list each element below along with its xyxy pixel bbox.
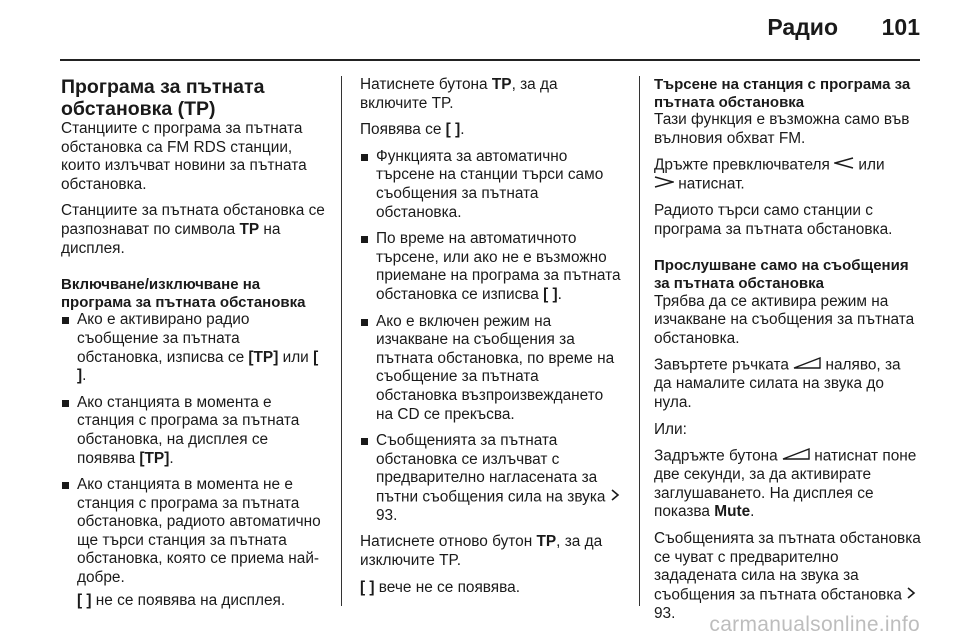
subsection-heading: Прослушване само на съобщения за пътната обстановка: [654, 257, 909, 293]
column-2: [360, 76, 624, 605]
bullet-icon: [62, 317, 69, 324]
page-reference-icon: [610, 488, 620, 507]
column-divider: [341, 76, 342, 606]
bullet-list: [61, 311, 327, 587]
volume-knob-icon: [782, 447, 810, 466]
page-title: Радио: [767, 14, 838, 40]
paragraph: Тази функция е възможна само във вълновия обхват FM.: [654, 111, 910, 147]
paragraph: Трябва да се активира режим на изчакване на съобщения за пътната обстановка.: [654, 292, 915, 347]
list-item: По време на автоматичното търсене, или ако не е възможно приемане на програма за пътната обстановка се изписва [ ].: [360, 230, 624, 304]
paragraph: Дръжте превключвателя или натиснат.: [654, 156, 885, 193]
bullet-icon: [361, 319, 368, 326]
paragraph: Задръжте бутона натиснат поне две секунди, за да активирате заглушаването. На дисплея се показва Mute.: [654, 447, 917, 521]
paragraph: [ ] не се появява на дисплея.: [77, 591, 286, 609]
bullet-icon: [361, 154, 368, 161]
list-item: Ако станцията в момента е станция с програма за пътната обстановка, на дисплея се появява [TP].: [61, 394, 327, 468]
paragraph: Натиснете отново бутон TP, за да изключите TP.: [360, 533, 603, 570]
bullet-icon: [361, 236, 368, 243]
page-number: 101: [881, 14, 920, 40]
paragraph: Съобщенията за пътната обстановка се чуват с предварително зададената сила на звука за съобщения за пътната обстановка 93.: [654, 529, 921, 622]
column-divider: [639, 76, 640, 606]
paragraph: Завъртете ръчката наляво, за да намалите силата на звука до нула.: [654, 356, 901, 411]
header-rule: [60, 59, 920, 61]
column-3: [654, 76, 922, 631]
list-item: Ако е включен режим на изчакване на съобщения за пътната обстановка, по време на съобщение за пътната обстановка възпроизвеждането на CD се прекъсва.: [360, 313, 624, 425]
list-item: Функцията за автоматично търсене на станции търси само съобщения за пътната обстановка.: [360, 148, 624, 222]
subsection-heading: Включване/изключване на програма за пътната обстановка: [61, 276, 306, 311]
column-1: [61, 76, 327, 618]
page-header: [0, 0, 960, 60]
paragraph: Станциите с програма за пътната обстановка са FM RDS станции, които излъчват новини за пътната обстановка.: [61, 120, 307, 193]
paragraph: Или:: [654, 420, 687, 438]
watermark: carmanualsonline.info: [709, 613, 920, 636]
list-item: Ако е активирано радио съобщение за пътната обстановка, изписва се [TP] или [ ].: [61, 311, 327, 385]
section-heading: Програма за пътната обстановка (TP): [61, 76, 265, 120]
bullet-list: [360, 148, 624, 526]
bullet-icon: [62, 400, 69, 407]
left-arrow-icon: [834, 156, 854, 175]
paragraph: Станциите за пътната обстановка се разпознават по символа TP на дисплея.: [61, 202, 325, 257]
right-arrow-icon: [654, 175, 674, 194]
bullet-icon: [62, 482, 69, 489]
volume-knob-icon: [793, 356, 821, 375]
bullet-icon: [361, 438, 368, 445]
paragraph: Появява се [ ].: [360, 121, 465, 139]
page-reference-icon: [906, 586, 916, 605]
list-item: Съобщенията за пътната обстановка се излъчват с предварително нагласената за пътни съобщения сила на звука 93.: [360, 432, 624, 525]
paragraph: [ ] вече не се появява.: [360, 578, 520, 596]
list-item: Ако станцията в момента не е станция с програма за пътната обстановка, радиото автоматично ще търси станция за пътната обстановка, която се приема най-добре.: [61, 476, 327, 588]
subsection-heading: Търсене на станция с програма за пътната обстановка: [654, 76, 911, 111]
paragraph: Натиснете бутона TP, за да включите TP.: [360, 76, 558, 112]
paragraph: Радиото търси само станции с програма за пътната обстановка.: [654, 202, 893, 238]
